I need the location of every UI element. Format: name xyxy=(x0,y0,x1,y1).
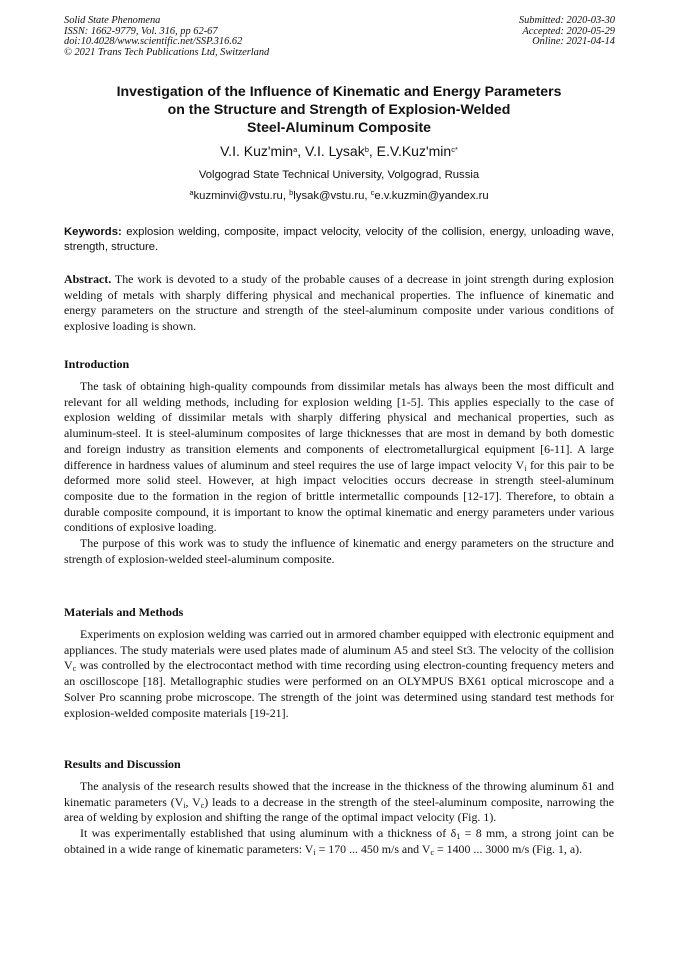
author-name: V.I. Lysak xyxy=(305,143,365,159)
email-link[interactable]: kuzminvi@vstu.ru, xyxy=(193,190,290,202)
author-separator: , xyxy=(368,143,377,159)
author-marker: c* xyxy=(451,145,458,154)
paragraph xyxy=(64,779,614,826)
abstract-label: Abstract. xyxy=(64,272,112,286)
subscript: 1 xyxy=(456,832,461,842)
issn-volume: ISSN: 1662-9779, Vol. 316, pp 62-67 xyxy=(64,25,218,37)
section-heading-results: Results and Discussion xyxy=(64,757,181,771)
author-marker: b xyxy=(364,145,369,154)
text-run: ) leads to a decrease in the strength of the steel-aluminum composite, narrowing the area of welding by explosion and shifting the range of the optimal impact velocity (Fig. 1). xyxy=(64,794,614,825)
author-emails xyxy=(40,189,638,203)
email-link[interactable]: e.v.kuzmin@yandex.ru xyxy=(374,190,489,202)
paragraph: The purpose of this work was to study the influence of kinematic and energy parameters on the structure and strength of explosion-welded steel-aluminum composite. xyxy=(64,536,614,566)
text-run: The task of obtaining high-quality compounds from dissimilar metals has always been the most difficult and relevant for all welding methods, including for explosion welding [1-5]. This applies especially to the case of explosion welding of dissimilar metals with sharply differing physical and mechanical properties, such as aluminum-steel. It is steel-aluminum composites of large thicknesses that are most in demand by both domestic and foreign industry as transition elements and components of electrometallurgical equipment [6-11]. A large difference in hardness values of aluminum and steel requires the use of large impact velocity V xyxy=(64,379,614,472)
section-heading-materials: Materials and Methods xyxy=(64,605,184,619)
text-run: It was experimentally established that using aluminum with a thickness of δ xyxy=(80,826,457,841)
paragraph xyxy=(64,627,614,721)
paper-title xyxy=(40,82,638,136)
text-run: The analysis of the research results showed that the increase in the thickness of the throwing aluminum δ1 and kinematic parameters (V xyxy=(64,779,614,809)
email-link[interactable]: lysak@vstu.ru, xyxy=(293,190,371,202)
email-marker: b xyxy=(289,188,294,197)
author-name: V.I. Kuz'min xyxy=(220,143,294,159)
title-line: Steel-Aluminum Composite xyxy=(246,119,432,135)
submitted-date: Submitted: 2020-03-30 xyxy=(518,15,615,26)
dates-header xyxy=(519,16,615,48)
text-run: = 1400 ... 3000 m/s (Fig. 1, a). xyxy=(434,841,583,856)
results-body xyxy=(64,779,614,858)
subscript: i xyxy=(524,463,527,473)
text-run: = 8 mm, a strong joint can be obtained in a wide range of kinematic parameters: V xyxy=(64,826,614,856)
keywords-label: Keywords: xyxy=(64,226,122,238)
subscript: i xyxy=(183,800,186,810)
online-date: Online: 2021-04-14 xyxy=(532,36,615,48)
copyright: © 2021 Trans Tech Publications Ltd, Switzerland xyxy=(64,46,270,58)
title-line: Investigation of the Influence of Kinematic and Energy Parameters xyxy=(116,83,562,99)
text-run: , V xyxy=(185,794,201,809)
journal-name: Solid State Phenomena xyxy=(64,15,161,26)
doi[interactable]: doi:10.4028/www.scientific.net/SSP.316.62 xyxy=(64,36,243,48)
subscript: c xyxy=(430,847,435,857)
subscript: c xyxy=(200,800,205,810)
abstract-text: The work is devoted to a study of the probable causes of a decrease in joint strength during explosion welding of metals with sharply differing physical and mechanical properties. The influence of kinematic and energy parameters on the structure and strength of the steel-aluminum composite under various conditions of explosive loading is shown. xyxy=(64,272,614,334)
text-run: = 170 ... 450 m/s and V xyxy=(315,841,431,856)
paragraph xyxy=(64,826,614,857)
paragraph xyxy=(64,379,614,536)
email-marker: c xyxy=(370,188,375,197)
text-run: for this pair to be deformed more solid steel. However, at high impact velocities occurs decrease in strength steel-aluminum composite due to the formation in the region of brittle intermetallic compounds [12-17]. Therefore, to obtain a durable composite compound, it is important to know the optimal kinematic and energy parameters under various conditions of explosive loading. xyxy=(64,457,615,535)
abstract xyxy=(64,272,614,335)
accepted-date: Accepted: 2020-05-29 xyxy=(522,25,615,37)
journal-header xyxy=(64,16,269,58)
text-run: was controlled by the electrocontact method with time recording using electron-counting frequency meters and an oscilloscope [18]. Metallographic studies were performed on an OLYMPUS BX61 optical microscope and a Solver Pro scanning probe microscope. The strength of the joint was determined using standard test methods for explosion-welded composite materials [19-21]. xyxy=(64,658,614,720)
introduction-body xyxy=(64,379,614,567)
abstract-paragraph xyxy=(64,272,614,335)
author-marker: a xyxy=(293,145,298,154)
keywords-text: explosion welding, composite, impact velocity, velocity of the collision, energy, unloading wave, strength, structure. xyxy=(64,226,614,253)
section-heading-introduction: Introduction xyxy=(64,357,130,371)
author-list xyxy=(40,142,638,160)
affiliation: Volgograd State Technical University, Volgograd, Russia xyxy=(198,169,480,181)
author-separator: , xyxy=(297,143,306,159)
email-marker: a xyxy=(189,188,194,197)
subscript: i xyxy=(313,847,316,857)
author-name: E.V.Kuz'min xyxy=(376,143,452,159)
text-run: Experiments on explosion welding was carried out in armored chamber equipped with electronic equipment and appliances. The study materials were used plates made of aluminum A5 and steel St3. The velocity of the collision V xyxy=(64,627,614,673)
materials-body xyxy=(64,627,614,721)
subscript: c xyxy=(72,664,77,674)
title-line: on the Structure and Strength of Explosion-Welded xyxy=(167,101,511,117)
keywords xyxy=(64,225,614,255)
